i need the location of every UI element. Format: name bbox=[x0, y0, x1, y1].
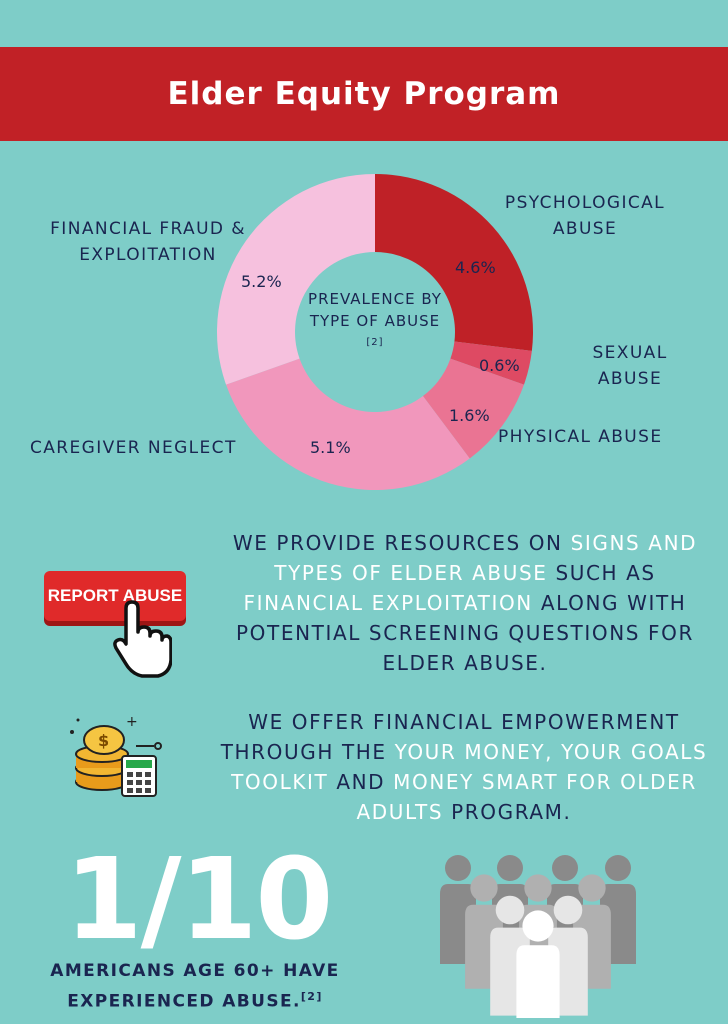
pct-neglect: 5.1% bbox=[310, 438, 351, 457]
stat-ref: [2] bbox=[300, 990, 323, 1003]
donut-title-ref: [2] bbox=[366, 337, 384, 348]
donut-center-label bbox=[300, 288, 450, 357]
label-physical: PHYSICAL ABUSE bbox=[498, 427, 663, 447]
svg-text:$: $ bbox=[98, 731, 110, 750]
your-money-toolkit-link[interactable]: YOUR MONEY, YOUR GOALS TOOLKIT bbox=[231, 740, 708, 794]
empowerment-text bbox=[206, 707, 722, 827]
donut-title: PREVALENCE BY TYPE OF ABUSE bbox=[308, 290, 442, 330]
donut-chart bbox=[0, 160, 728, 510]
svg-text:+: + bbox=[126, 714, 138, 730]
pct-sexual: 0.6% bbox=[479, 356, 520, 375]
stat-value: 1/10 bbox=[64, 835, 332, 965]
page-title: Elder Equity Program bbox=[167, 76, 561, 112]
resources-text bbox=[212, 528, 718, 678]
financial-exploitation-link[interactable]: FINANCIAL EXPLOITATION bbox=[243, 591, 533, 615]
pct-psychological: 4.6% bbox=[455, 258, 496, 277]
pct-physical: 1.6% bbox=[449, 406, 490, 425]
empowerment-text-c: AND bbox=[336, 770, 386, 794]
label-psychological: PSYCHOLOGICAL ABUSE bbox=[504, 193, 666, 239]
signs-types-link[interactable]: SIGNS AND TYPES OF ELDER ABUSE bbox=[274, 531, 698, 585]
stat-description: AMERICANS AGE 60+ HAVE EXPERIENCED ABUSE. bbox=[50, 961, 340, 1012]
resources-text-a: WE PROVIDE RESOURCES ON bbox=[232, 531, 563, 555]
stat-text bbox=[20, 958, 370, 1015]
coins-calculator-icon bbox=[64, 712, 174, 802]
label-neglect: CAREGIVER NEGLECT bbox=[30, 438, 237, 458]
title-banner bbox=[0, 47, 728, 141]
pct-financial: 5.2% bbox=[241, 272, 282, 291]
resources-text-c: SUCH AS bbox=[555, 561, 656, 585]
hand-pointer-icon bbox=[112, 600, 172, 680]
empowerment-text-e: PROGRAM. bbox=[451, 800, 572, 824]
resources-text-e: ALONG WITH POTENTIAL SCREENING QUESTIONS FOR ELDER ABUSE. bbox=[236, 591, 694, 675]
label-sexual: SEXUAL ABUSE bbox=[592, 343, 668, 389]
slice-neglect bbox=[226, 359, 470, 490]
empowerment-text-a: WE OFFER FINANCIAL EMPOWERMENT THROUGH THE bbox=[220, 710, 680, 764]
people-group-icon bbox=[440, 848, 640, 1018]
report-abuse-label: REPORT ABUSE bbox=[47, 586, 183, 605]
person-figure bbox=[516, 910, 559, 1018]
money-smart-link[interactable]: MONEY SMART FOR OLDER ADULTS bbox=[356, 770, 697, 824]
label-financial: FINANCIAL FRAUD & EXPLOITATION bbox=[50, 219, 246, 265]
